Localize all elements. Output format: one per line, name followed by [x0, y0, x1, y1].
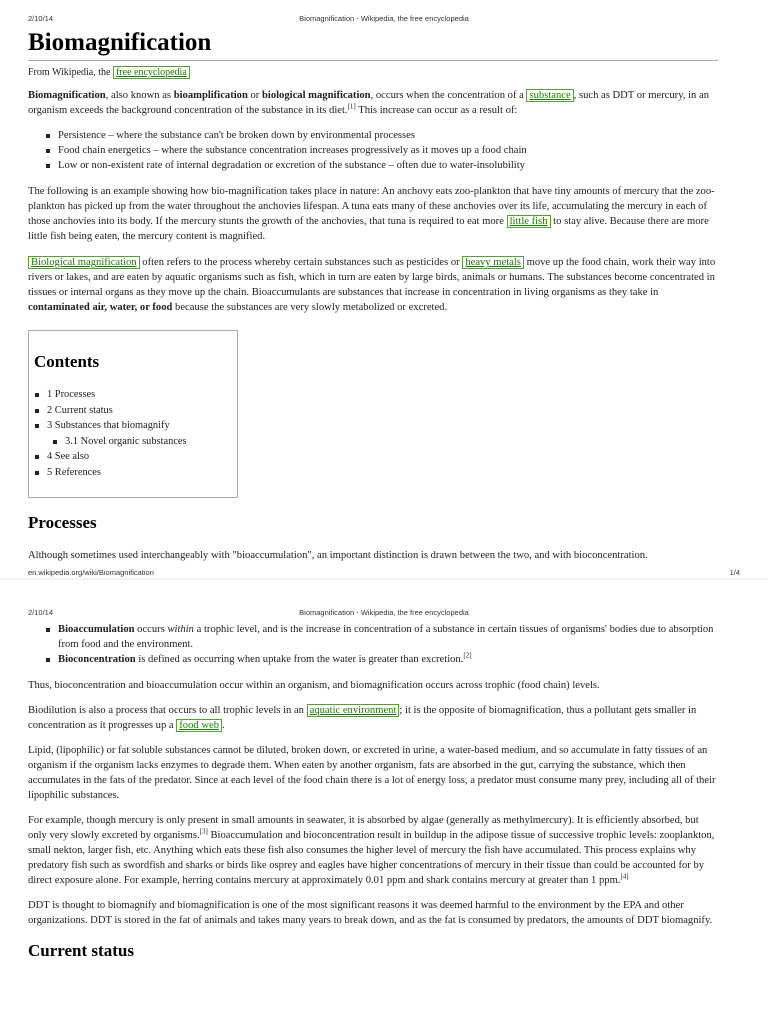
- aquatic-environment-link[interactable]: aquatic environment: [307, 704, 400, 717]
- ref-3[interactable]: [3]: [199, 827, 208, 836]
- toc-heading: Contents: [34, 352, 100, 371]
- ref-4[interactable]: [4]: [620, 872, 629, 881]
- little-fish-link[interactable]: little fish: [507, 215, 551, 228]
- table-of-contents: [28, 330, 238, 498]
- print-date: 2/10/14: [28, 608, 54, 617]
- article-body: [28, 28, 718, 315]
- processes-heading: Processes: [28, 513, 97, 532]
- intro-paragraph: Biomagnification, also known as bioamplification or biological magnification, occurs when the concentration of a substance , such as DDT or mercury, in an organism exceeds the background concentration of the substance in its diet.[1] This increase can occur as a result of:: [28, 90, 710, 116]
- print-url: en.wikipedia.org/wiki/Biomagnification: [28, 568, 154, 577]
- substance-link[interactable]: substance: [526, 89, 573, 102]
- print-page-number: 1/4: [729, 568, 740, 577]
- print-date: 2/10/14: [28, 14, 54, 23]
- ddt-paragraph: DDT is thought to biomagnify and biomagnification is one of the most significant reasons it was deemed harmful to the environment by the EPA and other organizations. DDT is stored in the fat of animals and takes many years to break down, and as the fat is consumed by predators, the amounts of DDT biomagnify.: [28, 900, 713, 926]
- toc-item-see-also[interactable]: 4 See also: [47, 449, 187, 465]
- list-item: Bioaccumulation occurs within a trophic level, and is the increase in concentration of a substance in certain tissues of organisms' bodies due to absorption from food and the environment.: [58, 622, 718, 652]
- processes-section: [28, 512, 718, 563]
- toc-list: [47, 387, 187, 480]
- ref-1[interactable]: [1]: [347, 102, 356, 111]
- lipid-paragraph: Lipid, (lipophilic) or fat soluble substances cannot be diluted, broken down, or excreted in urine, a water-based medium, and so accumulate in fatty tissues of an organism if the organism lacks enzymes to degrade them. When eaten by another organism, fats are absorbed in the gut, carrying the substance, which then accumulates in the fats of the predator. Since at each level of the food chain there is a lot of energy loss, a predator must consume many prey, including all of their lipophilic substances.: [28, 745, 716, 801]
- article-body-continued: [28, 622, 718, 964]
- page-title: Biomagnification: [28, 28, 718, 61]
- list-item: Food chain energetics – where the substance concentration increases progressively as it moves up a food chain: [58, 143, 718, 158]
- food-web-link[interactable]: food web: [176, 719, 222, 732]
- toc-item-novel-organic-substances[interactable]: 3.1 Novel organic substances: [65, 434, 187, 450]
- print-page-2: [0, 580, 768, 1024]
- biological-magnification-paragraph: Biological magnification often refers to the process whereby certain substances such as pesticides or heavy metals move up the food chain, work their way into rivers or lakes, and are eaten by aquatic organisms such as fish, which in turn are eaten by large birds, animals or humans. The substances become concentrated in tissues or internal organs as they move up the chain. Bioaccumulants are substances that increase in concentration in living organisms as they take in contaminated air, water, or food because the substances are very slowly metabolized or excreted.: [28, 257, 716, 313]
- thus-paragraph: Thus, bioconcentration and bioaccumulation occur within an organism, and biomagnification occurs across trophic (food chain) levels.: [28, 680, 600, 691]
- causes-list: [28, 128, 718, 173]
- toc-item-processes[interactable]: 1 Processes: [47, 387, 187, 403]
- processes-list: [28, 622, 718, 667]
- print-title: Biomagnification - Wikipedia, the free encyclopedia: [299, 14, 469, 23]
- heavy-metals-link[interactable]: heavy metals: [462, 256, 524, 269]
- mercury-paragraph: For example, though mercury is only present in small amounts in seawater, it is absorbed by algae (generally as methylmercury). It is efficiently absorbed, but only very slowly excreted by organisms.[3] Bioaccumulation and bioconcentration result in buildup in the adipose tissue of successive trophic levels: zooplankton, small nekton, larger fish, etc. Anything which eats these fish also consumes the higher level of mercury the fish have accumulated. This process explains why predatory fish such as swordfish and sharks or birds like osprey and eagles have higher concentrations of mercury in their tissue than could be accounted for by direct exposure alone. For example, herring contains mercury at approximately 0.01 ppm and shark contains mercury at greater than 1 ppm.[4]: [28, 815, 715, 886]
- ref-2[interactable]: [2]: [463, 651, 472, 660]
- list-item: Persistence – where the substance can't be broken down by environmental processes: [58, 128, 718, 143]
- biodilution-paragraph: Biodilution is also a process that occurs to all trophic levels in an aquatic environment ; it is the opposite of biomagnification, thus a pollutant gets smaller in concentration as it progresses up a food web .: [28, 705, 697, 731]
- free-encyclopedia-link[interactable]: free encyclopedia: [113, 66, 190, 79]
- print-title: Biomagnification - Wikipedia, the free encyclopedia: [299, 608, 469, 617]
- site-subtitle: From Wikipedia, the free encyclopedia: [28, 65, 718, 80]
- toc-item-references[interactable]: 5 References: [47, 465, 187, 481]
- toc-item-current-status[interactable]: 2 Current status: [47, 403, 187, 419]
- list-item: Bioconcentration is defined as occurring when uptake from the water is greater than excretion.[2]: [58, 652, 718, 667]
- processes-paragraph: Although sometimes used interchangeably with "bioaccumulation", an important distinction is drawn between the two, and with bioconcentration.: [28, 550, 648, 561]
- toc-item-substances[interactable]: 3 Substances that biomagnify 3.1 Novel organic substances: [47, 418, 187, 449]
- biological-magnification-link[interactable]: Biological magnification: [28, 256, 140, 269]
- current-status-heading: Current status: [28, 941, 134, 960]
- example-paragraph: The following is an example showing how bio-magnification takes place in nature: An anchovy eats zoo-plankton that have tiny amounts of mercury that the zoo-plankton has picked up from the water throughout the anchovies lifespan. A tuna eats many of these anchovies over its life, accumulating the mercury in each of those anchovies into its body. If the mercury stunts the growth of the anchovies, that tuna is required to eat more little fish to stay alive. Because there are more little fish being eaten, the mercury content is magnified.: [28, 186, 715, 242]
- toc-sublist: [47, 434, 187, 450]
- list-item: Low or non-existent rate of internal degradation or excretion of the substance – often due to water-insolubility: [58, 158, 718, 173]
